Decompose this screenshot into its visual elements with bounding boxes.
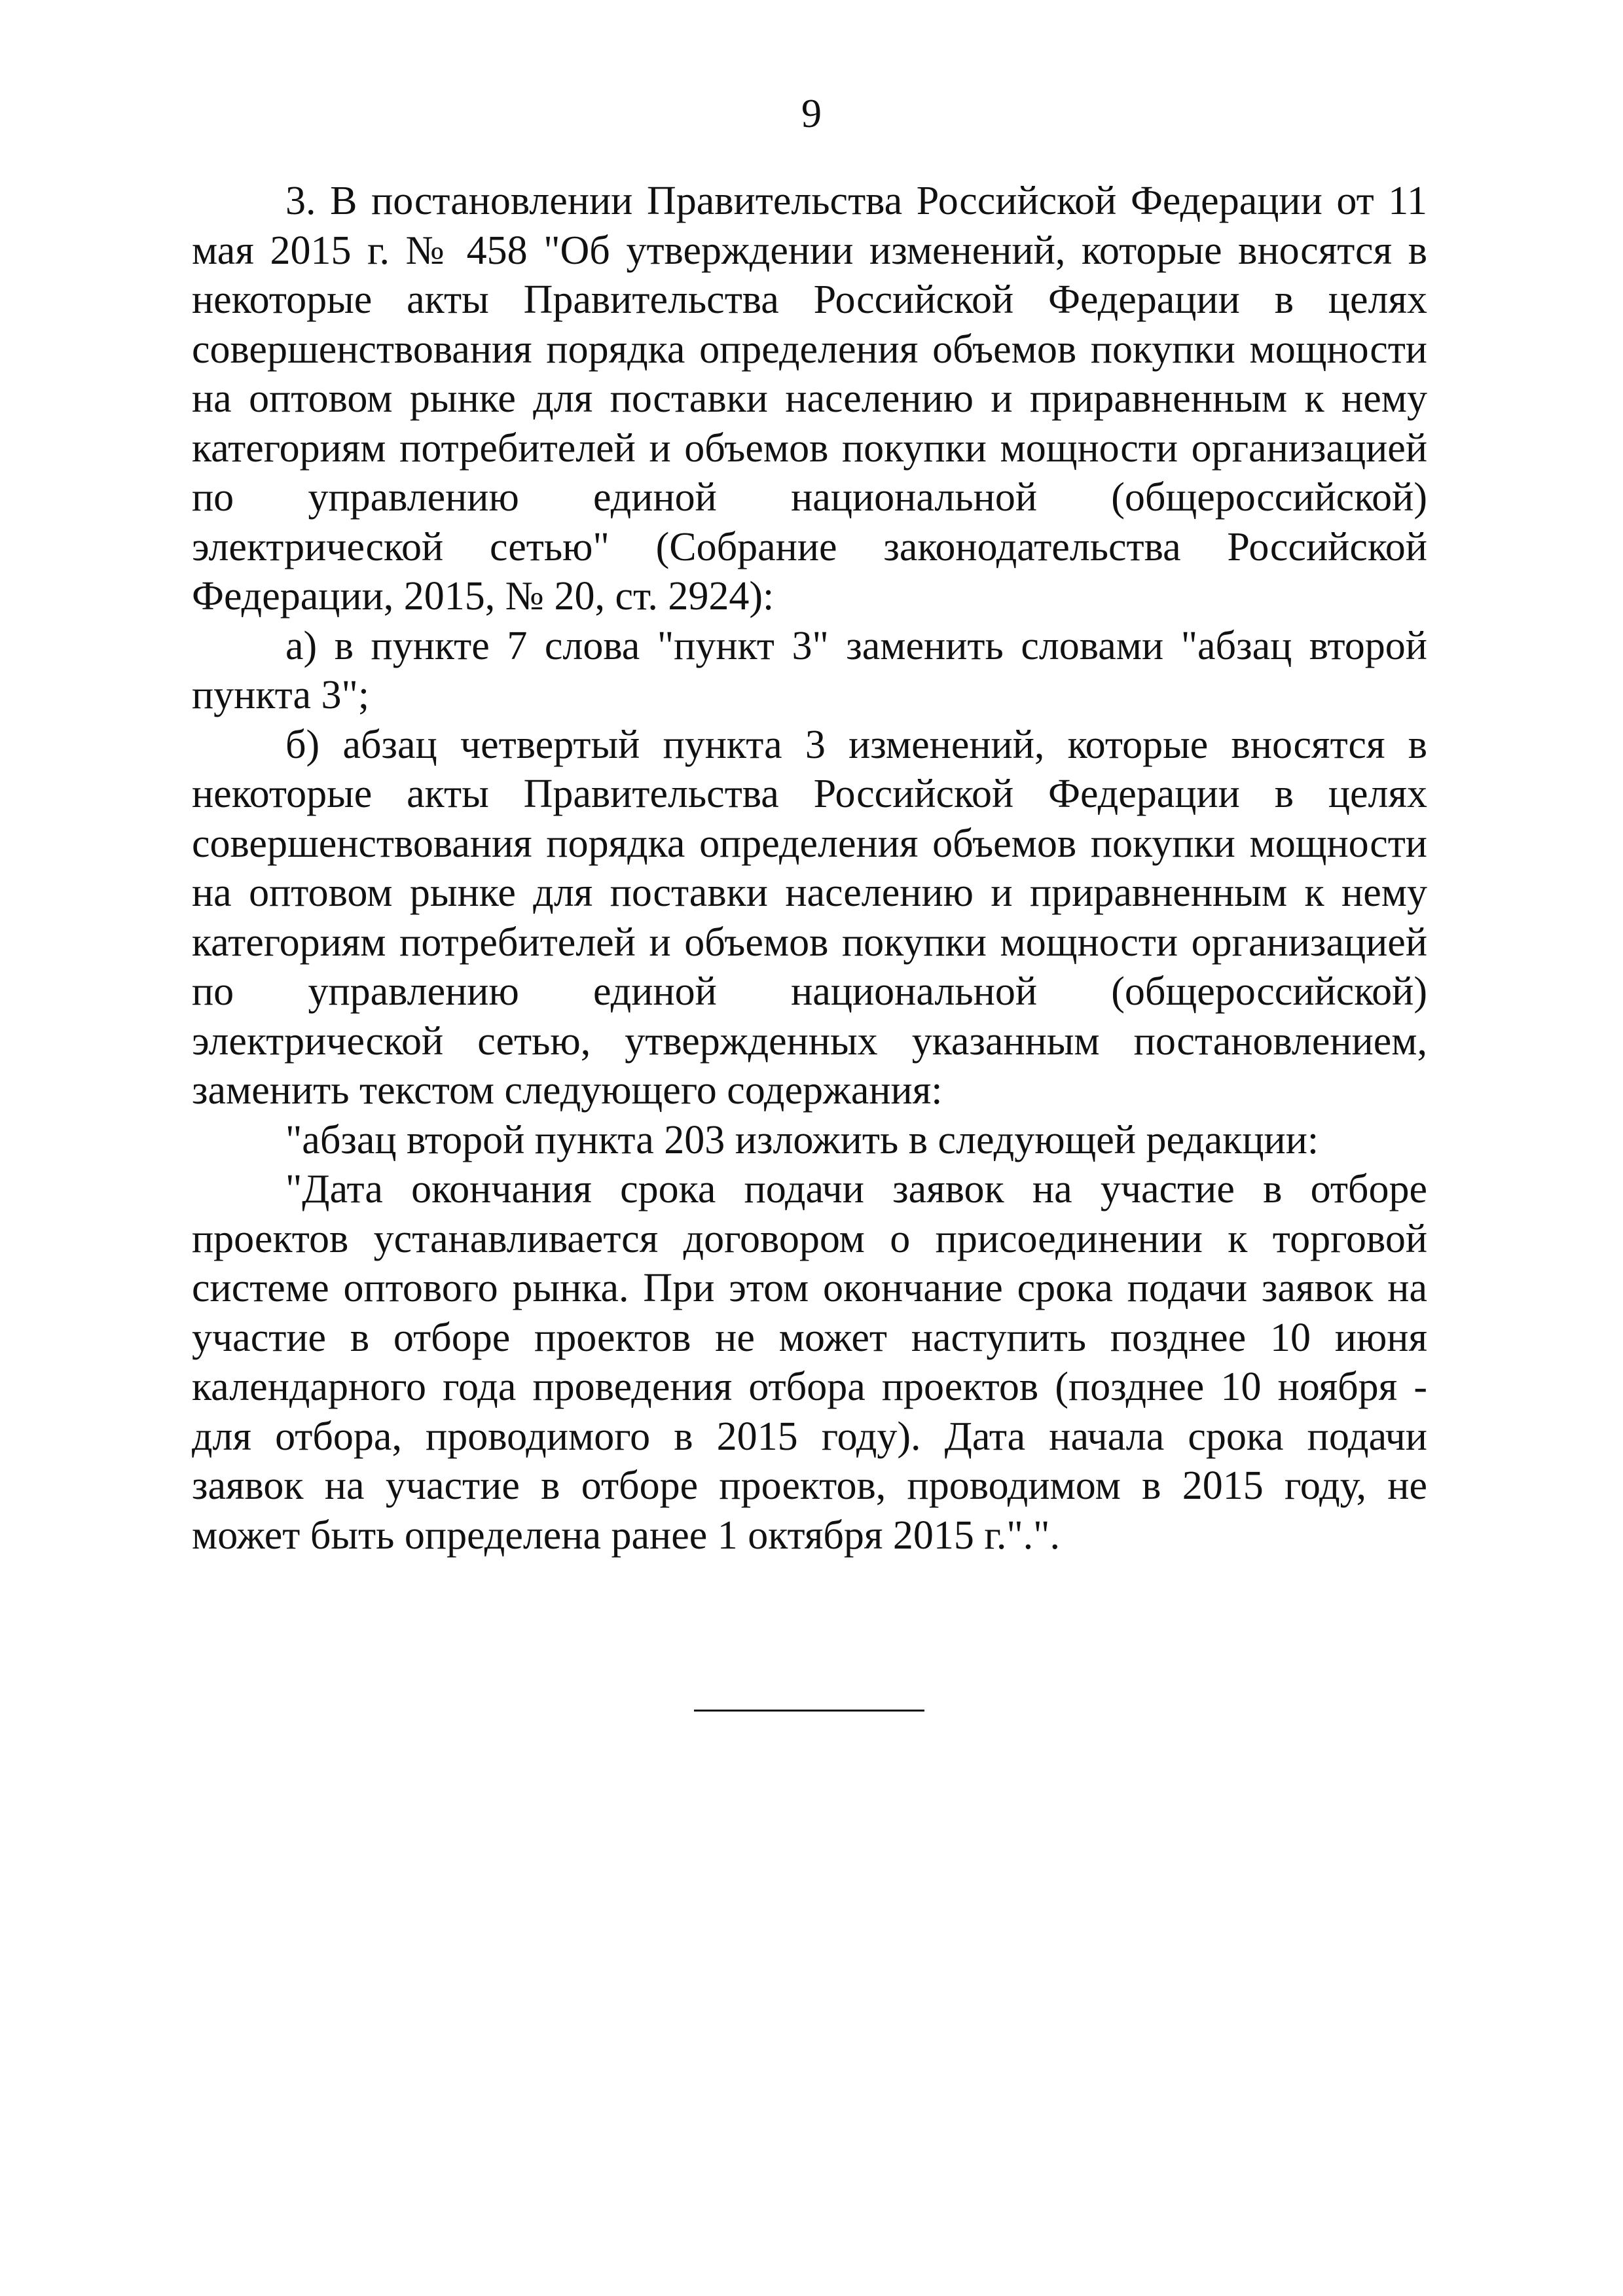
paragraph-subitem-a: а) в пункте 7 слова "пункт 3" заменить словами "абзац второй пункта 3"; <box>192 623 1427 717</box>
page-number: 9 <box>801 92 822 136</box>
paragraph-amendment-3: 3. В постановлении Правительства Российской Федерации от 11 мая 2015 г. № 458 "Об утверждении изменений, которые вносятся в некоторые акты Правительства Российской Федерации в целях совершенствования порядка определения объемов покупки мощности на оптовом рынке для поставки населению и приравненным к нему категориям потребителей и объемов покупки мощности организацией по управлению единой национальной (общероссийской) электрической сетью" (Собрание законодательства Российской Федерации, 2015, № 20, ст. 2924): <box>192 179 1427 619</box>
document-body <box>192 177 1427 1560</box>
end-of-document-rule <box>694 1710 924 1712</box>
paragraph-quote-body: "Дата окончания срока подачи заявок на участие в отборе проектов устанавливается договором о присоединении к торговой системе оптового рынка. При этом окончание срока подачи заявок на участие в отборе проектов не может наступить позднее 10 июня календарного года проведения отбора проектов (позднее 10 ноября - для отбора, проводимого в 2015 году). Дата начала срока подачи заявок на участие в отборе проектов, проводимом в 2015 году, не может быть определена ранее 1 октября 2015 г.".". <box>192 1167 1427 1558</box>
paragraph-quote-intro: "абзац второй пункта 203 изложить в следующей редакции: <box>285 1117 1319 1162</box>
paragraph-subitem-b: б) абзац четвертый пункта 3 изменений, которые вносятся в некоторые акты Правительства Российской Федерации в целях совершенствования порядка определения объемов покупки мощности на оптовом рынке для поставки населению и приравненным к нему категориям потребителей и объемов покупки мощности организацией по управлению единой национальной (общероссийской) электрической сетью, утвержденных указанным постановлением, заменить текстом следующего содержания: <box>192 722 1427 1113</box>
